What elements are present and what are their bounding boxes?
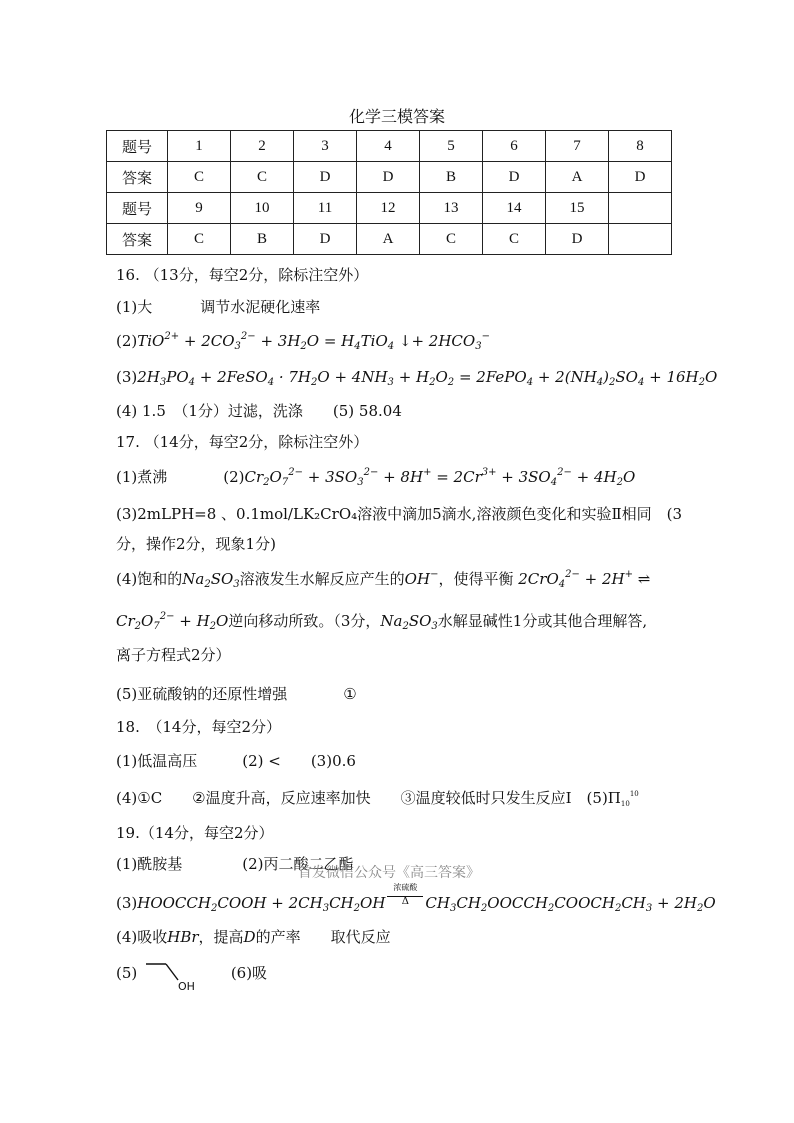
table-row (107, 131, 672, 162)
table-cell: 13 (420, 193, 483, 224)
table-cell: C (231, 162, 294, 193)
table-cell: 题号 (107, 193, 168, 224)
table-cell: C (420, 224, 483, 255)
q17-answer-3-line2: 分，操作2分，现象1分) (116, 535, 276, 553)
q16-answer-4: (4) 1.5 （1分）过滤，洗涤 (5) 58.04 (116, 402, 402, 420)
table-cell: D (294, 224, 357, 255)
table-cell: B (420, 162, 483, 193)
q18-answer-1-3: (1)低温高压 (2) < (3)0.6 (116, 752, 356, 770)
q16-answer-2: $(2)TiO^{2+} + 2CO_3^{2-} + 3H_2O = H_4TiO_4$ ↓+ $2HCO_3^-$ (116, 331, 490, 352)
table-cell: 5 (420, 131, 483, 162)
table-cell: D (357, 162, 420, 193)
table-row (107, 162, 672, 193)
q17-answer-1-2: (1)煮沸 $(2)Cr_2O_7^{2-} + 3SO_3^{2-} + 8H^+ = 2Cr^{3+} + 3SO_4^{2-} + 4H_2O$ (116, 467, 636, 488)
table-cell: 答案 (107, 224, 168, 255)
table-cell: 2 (231, 131, 294, 162)
q19-answer-5-6: (5) OH (6)吸 (116, 964, 268, 992)
table-cell: 答案 (107, 162, 168, 193)
pi-symbol: Π (607, 789, 621, 807)
reaction-condition-arrow: 浓硫酸 Δ (387, 890, 423, 908)
allyl-alcohol-structure-icon (142, 962, 204, 992)
q16-answer-3: $(3)2H_3PO_4$ + 2FeSO$_4$ · $7H_2O + 4NH_3 + H_2O_2$ = 2FePO$_4$ + $2(NH_4)_2SO_4 + 16H_2O$ (116, 368, 718, 388)
table-cell: D (483, 162, 546, 193)
q18-answer-4-5: (4)①C ②温度升高，反应速率加快 ③温度较低时只发生反应Ⅰ $(5)\Pi_{10}^{10}$ (116, 789, 639, 808)
table-cell: A (357, 224, 420, 255)
q17-answer-4-line2: $Cr_2O_7^{2-} + H_2O$逆向移动所致。（3分，$Na_2SO_3$水解显碱性1分或其他合理解答, (116, 611, 648, 632)
table-cell: C (168, 224, 231, 255)
q19-answer-4: (4)吸收HBr，提高D的产率 取代反应 (116, 928, 391, 946)
table-cell: 15 (546, 193, 609, 224)
table-cell: 3 (294, 131, 357, 162)
q17-answer-5: (5)亚硫酸钠的还原性增强 ① (116, 685, 357, 703)
table-cell: B (231, 224, 294, 255)
table-cell (609, 224, 672, 255)
q19-answer-3: $(3)HOOCCH_2COOH + 2CH_3CH_2OH$ 浓硫酸 Δ $CH_3CH_2OOCCH_2COOCH_2CH_3 + 2H_2O$ (116, 883, 716, 914)
q17-answer-3-line1: (3)2mLPH=8 、0.1mol/LK₂CrO₄溶液中滴加5滴水,溶液颜色变化和实验Ⅱ相同 (3 (116, 505, 683, 523)
table-cell: D (609, 162, 672, 193)
svg-text:OH: OH (178, 980, 195, 992)
table-cell: 4 (357, 131, 420, 162)
table-cell (609, 193, 672, 224)
table-cell: 7 (546, 131, 609, 162)
table-cell: 14 (483, 193, 546, 224)
table-cell: 9 (168, 193, 231, 224)
q18-header: 18. （14分，每空2分） (116, 718, 281, 736)
q17-answer-4-line3: 离子方程式2分） (116, 646, 231, 664)
table-cell: 1 (168, 131, 231, 162)
q17-header: 17. （14分，每空2分，除标注空外） (116, 433, 369, 451)
table-cell: 题号 (107, 131, 168, 162)
table-cell: 11 (294, 193, 357, 224)
q17-answer-4-line1: (4)饱和的$Na_2SO_3$溶液发生水解反应产生的OH−，使得平衡 2CrO$_4^{2-}$ + 2H+ ⇌ (116, 569, 651, 590)
table-cell: C (168, 162, 231, 193)
table-cell: 8 (609, 131, 672, 162)
q19-answer-1-2: (1)酰胺基 (2)丙二酸二乙酯 (116, 855, 354, 873)
table-cell: 12 (357, 193, 420, 224)
q19-header: 19.（14分，每空2分） (116, 824, 274, 842)
answer-table (106, 130, 672, 255)
q16-answer-1: (1)大 调节水泥硬化速率 (116, 298, 321, 316)
page-title: 化学三模答案 (348, 107, 445, 126)
table-row (107, 193, 672, 224)
table-cell: 10 (231, 193, 294, 224)
table-row (107, 224, 672, 255)
table-cell: A (546, 162, 609, 193)
watermark: 首发微信公众号《高三答案》 (298, 865, 480, 881)
table-cell: D (294, 162, 357, 193)
table-cell: 6 (483, 131, 546, 162)
table-cell: C (483, 224, 546, 255)
table-cell: D (546, 224, 609, 255)
q16-header: 16. （13分，每空2分，除标注空外） (116, 266, 369, 284)
